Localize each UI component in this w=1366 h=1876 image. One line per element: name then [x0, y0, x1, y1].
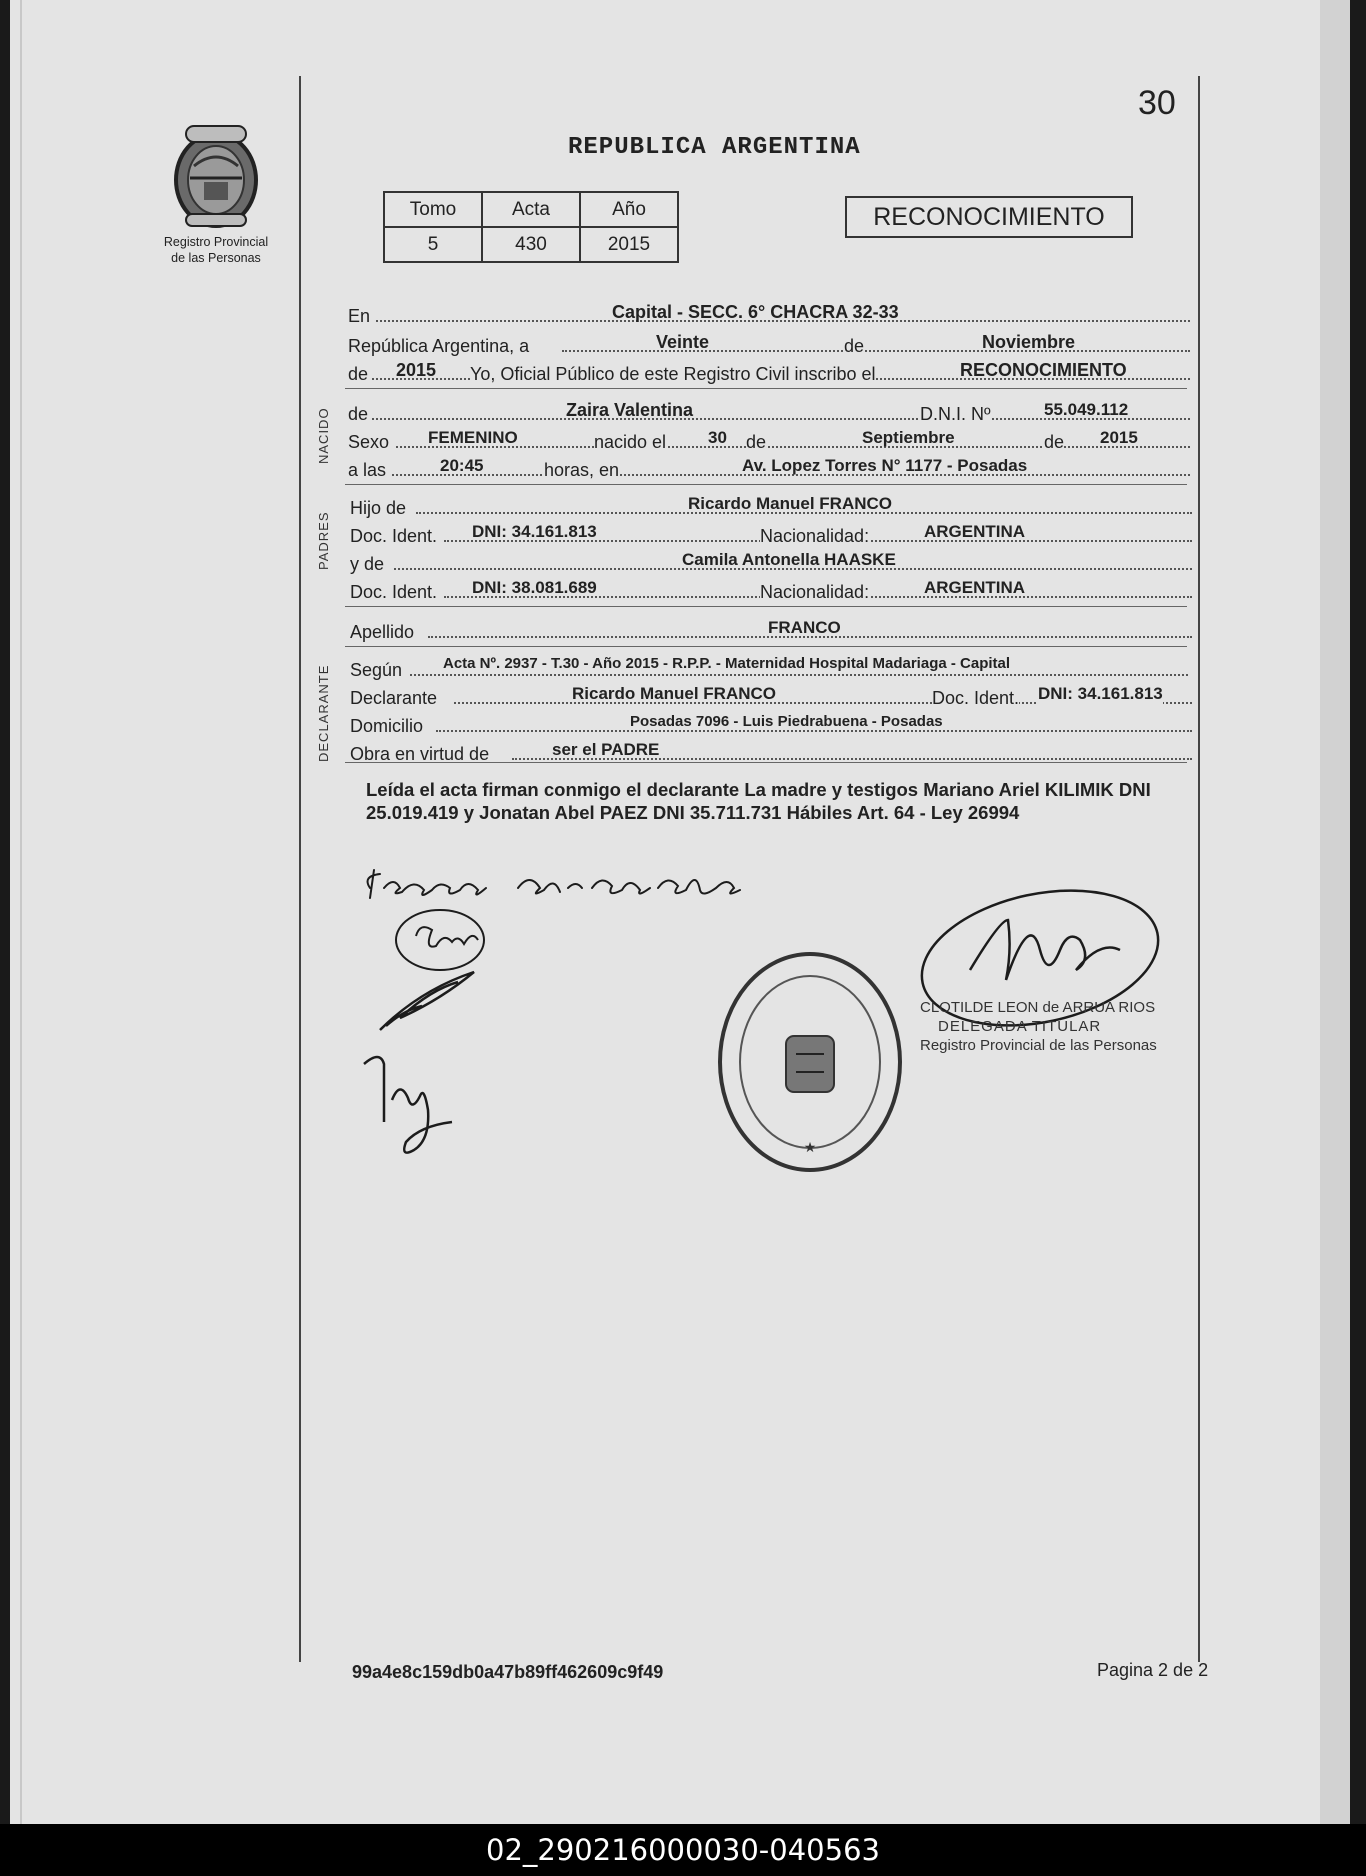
label-y-de: y de	[350, 554, 385, 574]
value-father-doc: DNI: 34.161.813	[472, 522, 597, 541]
value-according-to: Acta Nº. 2937 - T.30 - Año 2015 - R.P.P. - Maternidad Hospital Madariaga - Capital	[443, 655, 1011, 672]
value-address: Posadas 7096 - Luis Piedrabuena - Posadas	[630, 713, 943, 730]
table-header-cell: Acta	[482, 192, 580, 227]
official-stamp	[920, 998, 1157, 1055]
table-row	[384, 227, 678, 262]
label-de: de	[844, 336, 865, 356]
value-by-virtue: ser el PADRE	[552, 740, 660, 759]
table-header-cell: Año	[580, 192, 678, 227]
side-label-nacido: NACIDO	[316, 407, 331, 464]
logo-caption-line1: Registro Provincial	[163, 235, 269, 249]
value-child-dni: 55.049.112	[1044, 400, 1129, 419]
label-de: de	[746, 432, 767, 452]
value-mother-doc: DNI: 38.081.689	[472, 578, 597, 597]
value-place: Capital - SECC. 6° CHACRA 32-33	[612, 302, 899, 322]
side-label-declarante: DECLARANTE	[316, 664, 331, 762]
value-declarant: Ricardo Manuel FRANCO	[572, 684, 777, 703]
value-year: 2015	[396, 360, 437, 380]
registry-round-stamp-icon	[720, 954, 900, 1170]
page-edge	[20, 0, 22, 1824]
book-reference-table	[383, 191, 679, 263]
label-en: En	[348, 306, 371, 326]
label-horas-en: horas, en	[544, 460, 620, 480]
value-birth-month: Septiembre	[862, 428, 955, 447]
logo-caption-line2: de las Personas	[171, 251, 261, 265]
value-birth-day: 30	[708, 428, 727, 447]
record-type-box: RECONOCIMIENTO	[845, 196, 1133, 238]
table-cell: 5	[384, 227, 482, 262]
value-mother-nat: ARGENTINA	[924, 578, 1026, 597]
value-birth-time: 20:45	[440, 456, 484, 475]
label-de: de	[1044, 432, 1065, 452]
sheet-shadow	[1320, 0, 1350, 1824]
label-sexo: Sexo	[348, 432, 390, 452]
label-nacido-el: nacido el	[594, 432, 667, 452]
value-father-name: Ricardo Manuel FRANCO	[688, 494, 893, 513]
value-declarant-doc: DNI: 34.161.813	[1038, 684, 1163, 703]
label-doc-ident: Doc. Ident.	[350, 582, 438, 602]
label-de: de	[348, 364, 369, 384]
signature-camila-icon	[396, 910, 484, 970]
value-birth-year: 2015	[1100, 428, 1138, 447]
value-month: Noviembre	[982, 332, 1076, 352]
label-obra: Obra en virtud de	[350, 744, 490, 764]
signature-witness-1-icon	[380, 972, 474, 1030]
label-republica: República Argentina, a	[348, 336, 530, 356]
table-cell: 430	[482, 227, 580, 262]
label-nacionalidad: Nacionalidad:	[760, 526, 870, 546]
separator	[345, 484, 1187, 485]
value-child-name: Zaira Valentina	[566, 400, 694, 420]
separator	[345, 606, 1187, 607]
label-a-las: a las	[348, 460, 387, 480]
table-header-cell: Tomo	[384, 192, 482, 227]
label-doc-ident: Doc. Ident.	[350, 526, 438, 546]
table-cell: 2015	[580, 227, 678, 262]
value-surname: FRANCO	[768, 618, 841, 637]
value-sex: FEMENINO	[428, 428, 518, 447]
label-dni: D.N.I. Nº	[920, 404, 991, 424]
scan-id-bar: 02_290216000030-040563	[0, 1824, 1366, 1876]
provincial-seal-icon	[164, 118, 268, 228]
label-apellido: Apellido	[350, 622, 415, 642]
label-hijo-de: Hijo de	[350, 498, 407, 518]
label-yo: Yo, Oficial Público de este Registro Civil inscribo el	[470, 364, 876, 384]
pagination: Pagina 2 de 2	[1097, 1660, 1209, 1680]
document-title: REPUBLICA ARGENTINA	[568, 134, 861, 161]
table-header-row	[384, 192, 678, 227]
label-domicilio: Domicilio	[350, 716, 424, 736]
label-nacionalidad: Nacionalidad:	[760, 582, 870, 602]
label-de: de	[348, 404, 369, 424]
value-day: Veinte	[656, 332, 710, 352]
separator	[345, 388, 1187, 389]
svg-text:★: ★	[803, 1140, 817, 1156]
official-org: Registro Provincial de las Personas	[920, 1037, 1157, 1054]
signature-franco-ricardo-icon	[368, 870, 740, 898]
official-name: CLOTILDE LEON de ARRUA RIOS	[920, 999, 1156, 1016]
official-title: DELEGADA TITULAR	[938, 1018, 1102, 1035]
registry-logo	[160, 118, 272, 265]
value-birth-place: Av. Lopez Torres N° 1177 - Posadas	[742, 456, 1028, 475]
closing-statement: Leída el acta firman conmigo el declarante La madre y testigos Mariano Ariel KILIMIK DNI 25.019.419 y Jonatan Abel PAEZ DNI 35.711.731 Hábiles Art. 64 - Ley 26994	[366, 779, 1151, 823]
value-mother-name: Camila Antonella HAASKE	[682, 550, 896, 569]
value-father-nat: ARGENTINA	[924, 522, 1026, 541]
document-hash: 99a4e8c159db0a47b89ff462609c9f49	[352, 1662, 664, 1682]
separator	[345, 762, 1187, 763]
label-declarante: Declarante	[350, 688, 438, 708]
separator	[345, 646, 1187, 647]
left-margin-rule	[299, 76, 301, 1662]
label-doc-ident: Doc. Ident.	[932, 688, 1020, 708]
value-inscription: RECONOCIMIENTO	[960, 360, 1127, 380]
signature-witness-2-icon	[364, 1057, 452, 1153]
label-segun: Según	[350, 660, 403, 680]
page-number: 30	[1138, 84, 1176, 122]
side-label-padres: PADRES	[316, 511, 331, 570]
